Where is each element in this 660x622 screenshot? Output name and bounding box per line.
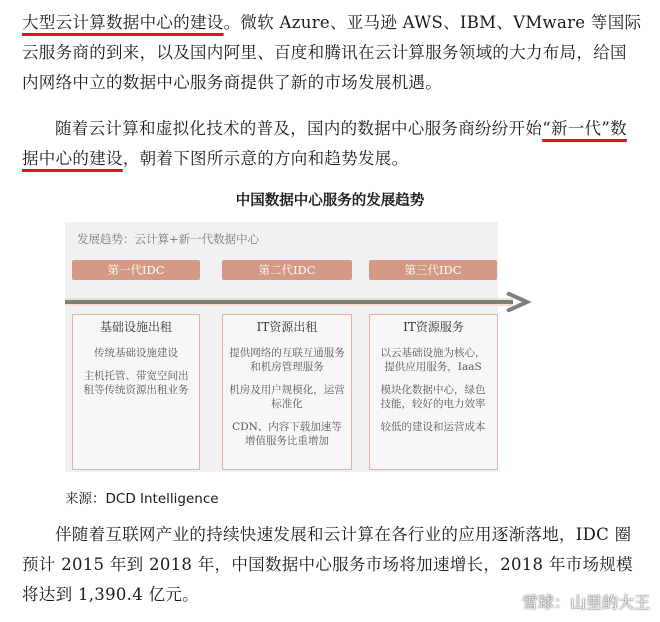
paragraph-1 <box>22 8 642 98</box>
column-items-1 <box>79 346 193 406</box>
column-items-2 <box>229 346 345 457</box>
list-item: 主机托管、带宽空间出租等传统资源出租业务 <box>83 370 189 396</box>
column-title-1: 基础设施出租 <box>99 320 172 334</box>
list-item: 较低的建设和运营成本 <box>380 421 486 433</box>
column-title-3: IT资源服务 <box>403 320 464 334</box>
paragraph-2 <box>22 114 642 174</box>
paragraph-3: 伴随着互联网产业的持续快速发展和云计算在各行业的应用逐渐落地，IDC 圈预计 2015 年到 2018 年，中国数据中心服务市场将加速增长，2018 年市场规模将达到 1,390.4 亿元。 <box>22 525 633 604</box>
paragraph-tail: ，朝着下图所示意的方向和趋势发展。 <box>122 149 409 168</box>
highlight-phrase: 大型云计算数据中心的建设 <box>22 13 224 32</box>
paragraph-text: 随着云计算和虚拟化技术的普及，国内的数据中心服务商纷纷开始 <box>55 119 543 138</box>
trend-arrow-icon <box>65 292 535 312</box>
trend-figure <box>65 222 498 472</box>
list-item: 以云基础设施为核心，提供应用服务，IaaS <box>380 347 486 373</box>
figure-subtitle: 发展趋势：云计算+新一代数据中心 <box>77 232 260 246</box>
figure-source: 来源：DCD Intelligence <box>65 491 219 507</box>
column-head-1: 第一代IDC <box>72 260 200 280</box>
snowball-logo-icon <box>499 594 519 610</box>
list-item: 机房及用户规模化，运营标准化 <box>229 384 345 410</box>
list-item: 模块化数据中心，绿色技能，较好的电力效率 <box>380 384 486 410</box>
column-head-3: 第三代IDC <box>369 260 497 280</box>
watermark <box>499 590 650 613</box>
column-head-2: 第二代IDC <box>222 260 352 280</box>
figure-title: 中国数据中心服务的发展趋势 <box>235 193 425 209</box>
highlight-phrase: “新一代”数据中心的建设 <box>22 119 627 168</box>
list-item: 传统基础设施建设 <box>94 347 178 359</box>
list-item: 提供网络的互联互通服务和机房管理服务 <box>229 347 345 373</box>
paragraph-text: 。微软 Azure、亚马逊 AWS、IBM、VMware 等国际云服务商的到来，以及国内阿里、百度和腾讯在云计算服务领域的大力布局，给国内网络中立的数据中心服务商提供了新的市场发展机遇。 <box>22 13 642 92</box>
list-item: CDN、内容下载加速等增值服务比重增加 <box>232 421 342 447</box>
column-title-2: IT资源出租 <box>256 320 318 334</box>
watermark-text: 雪球：山里的大王 <box>521 593 650 612</box>
column-items-3 <box>376 346 490 443</box>
